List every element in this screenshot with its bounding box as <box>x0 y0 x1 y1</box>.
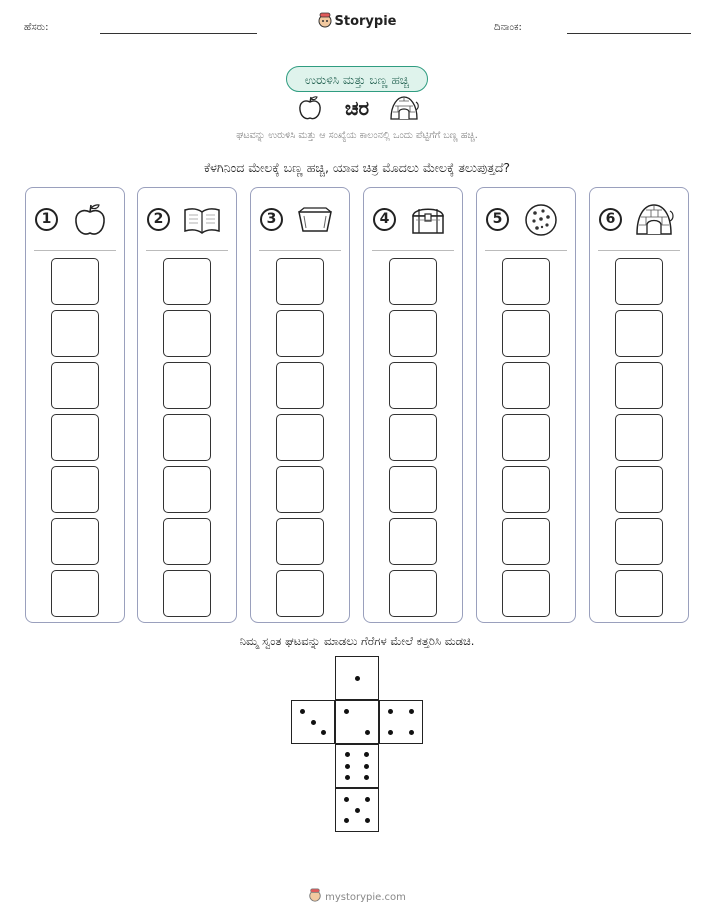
dice-pip <box>355 808 360 813</box>
color-box[interactable] <box>276 414 324 461</box>
color-box[interactable] <box>615 258 663 305</box>
dice-pip <box>345 775 350 780</box>
color-box[interactable] <box>389 414 437 461</box>
dice-pip <box>344 797 349 802</box>
column-divider <box>485 250 567 251</box>
color-box[interactable] <box>51 258 99 305</box>
color-box[interactable] <box>389 466 437 513</box>
color-box[interactable] <box>502 570 550 617</box>
column-number: 1 <box>35 208 58 231</box>
column-divider <box>259 250 341 251</box>
dice-pip <box>344 709 349 714</box>
color-box[interactable] <box>51 466 99 513</box>
footer <box>0 888 714 903</box>
color-box[interactable] <box>389 362 437 409</box>
color-box[interactable] <box>163 466 211 513</box>
brand-name: Storypie <box>334 14 397 29</box>
dice-face-5 <box>335 788 379 832</box>
storypie-mascot-icon <box>318 12 332 28</box>
column-divider <box>372 250 454 251</box>
dice-pip <box>345 752 350 757</box>
column-3 <box>250 187 350 623</box>
color-box[interactable] <box>276 362 324 409</box>
column-1 <box>25 187 125 623</box>
dice-pip <box>345 764 350 769</box>
column-5 <box>476 187 576 623</box>
color-box[interactable] <box>51 414 99 461</box>
subtitle: ಘಟವನ್ನು ಉರುಳಿಸಿ ಮತ್ತು ಆ ಸಂಖ್ಯೆಯ ಕಾಲಂನಲ್ಲಿ ಒಂದು ಪೆಟ್ಟಿಗೆಗೆ ಬಣ್ಣ ಹಚ್ಚಿ. <box>236 130 478 141</box>
brand-logo <box>0 12 714 29</box>
color-box[interactable] <box>502 258 550 305</box>
page-title: ಚರ <box>344 96 370 120</box>
color-box[interactable] <box>163 310 211 357</box>
activity-badge: ಉರುಳಿಸಿ ಮತ್ತು ಬಣ್ಣ ಹಚ್ಚಿ <box>286 66 428 92</box>
date-label: ದಿನಾಂಕ: <box>494 22 522 33</box>
color-box[interactable] <box>276 518 324 565</box>
color-box[interactable] <box>389 570 437 617</box>
color-box[interactable] <box>389 310 437 357</box>
dice-pip <box>364 752 369 757</box>
color-box[interactable] <box>615 310 663 357</box>
color-box[interactable] <box>615 414 663 461</box>
dice-pip <box>364 764 369 769</box>
dice-pip <box>365 797 370 802</box>
color-box[interactable] <box>389 258 437 305</box>
dice-face-4 <box>379 700 423 744</box>
column-2 <box>137 187 237 623</box>
color-box[interactable] <box>615 518 663 565</box>
dice-face-1 <box>335 656 379 700</box>
igloo-icon <box>634 200 674 240</box>
igloo-icon <box>388 94 420 122</box>
dice-pip <box>344 818 349 823</box>
dice-pip <box>311 720 316 725</box>
dice-pip <box>409 730 414 735</box>
dice-pip <box>365 730 370 735</box>
color-box[interactable] <box>615 362 663 409</box>
name-line[interactable] <box>100 33 257 34</box>
column-divider <box>34 250 116 251</box>
dice-pip <box>409 709 414 714</box>
dice-face-3 <box>291 700 335 744</box>
color-box[interactable] <box>502 310 550 357</box>
dice-pip <box>355 676 360 681</box>
color-box[interactable] <box>163 362 211 409</box>
color-box[interactable] <box>276 310 324 357</box>
question: ಕೆಳಗಿನಿಂದ ಮೇಲಕ್ಕೆ ಬಣ್ಣ ಹಚ್ಚಿ, ಯಾವ ಚಿತ್ರ ಮೊದಲು ಮೇಲಕ್ಕೆ ತಲುಪುತ್ತದೆ? <box>203 160 511 175</box>
color-box[interactable] <box>502 518 550 565</box>
footer-url: mystorypie.com <box>325 892 406 903</box>
color-box[interactable] <box>615 570 663 617</box>
color-box[interactable] <box>163 414 211 461</box>
color-box[interactable] <box>502 362 550 409</box>
dice-pip <box>365 818 370 823</box>
dice-face-2 <box>335 700 379 744</box>
color-box[interactable] <box>276 466 324 513</box>
color-box[interactable] <box>276 570 324 617</box>
book-icon <box>182 200 222 240</box>
column-number: 5 <box>486 208 509 231</box>
title-row <box>0 92 714 124</box>
color-box[interactable] <box>163 258 211 305</box>
color-box[interactable] <box>163 570 211 617</box>
column-number: 4 <box>373 208 396 231</box>
column-divider <box>146 250 228 251</box>
color-box[interactable] <box>389 518 437 565</box>
color-box[interactable] <box>51 570 99 617</box>
column-number: 3 <box>260 208 283 231</box>
color-box[interactable] <box>51 310 99 357</box>
column-number: 6 <box>599 208 622 231</box>
dice-pip <box>321 730 326 735</box>
storypie-mascot-icon <box>308 888 322 902</box>
cookie-icon <box>521 200 561 240</box>
date-line[interactable] <box>567 33 691 34</box>
dice-instruction: ನಿಮ್ಮ ಸ್ವಂತ ಘಟವನ್ನು ಮಾಡಲು ಗೆರೆಗಳ ಮೇಲೆ ಕತ್ತರಿಸಿ ಮಡಚಿ. <box>239 634 475 648</box>
apple-icon <box>70 200 110 240</box>
column-6 <box>589 187 689 623</box>
color-box[interactable] <box>163 518 211 565</box>
dice-pip <box>364 775 369 780</box>
dice-pip <box>300 709 305 714</box>
color-box[interactable] <box>502 414 550 461</box>
color-box[interactable] <box>276 258 324 305</box>
color-box[interactable] <box>615 466 663 513</box>
column-divider <box>598 250 680 251</box>
basket-icon <box>295 200 335 240</box>
column-number: 2 <box>147 208 170 231</box>
treasure-chest-icon <box>408 200 448 240</box>
color-box[interactable] <box>51 518 99 565</box>
dice-pip <box>388 709 393 714</box>
dice-face-6 <box>335 744 379 788</box>
color-box[interactable] <box>502 466 550 513</box>
dice-pip <box>388 730 393 735</box>
column-4 <box>363 187 463 623</box>
name-label: ಹೆಸರು: <box>24 22 49 33</box>
color-box[interactable] <box>51 362 99 409</box>
